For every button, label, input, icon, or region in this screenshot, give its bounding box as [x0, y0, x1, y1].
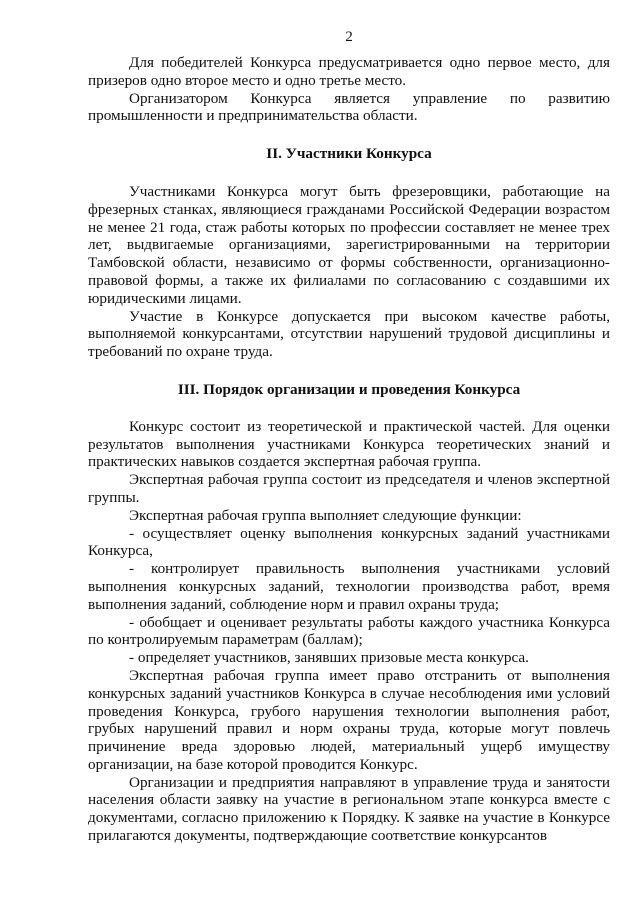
paragraph-expert-group-composition: Экспертная рабочая группа состоит из председателя и членов экспертной группы. [88, 471, 610, 506]
list-item-evaluation: - обобщает и оценивает результаты работы каждого участника Конкурса по контролируемым параметрам (баллам); [88, 613, 610, 649]
paragraph-expert-group-functions: Экспертная рабочая группа выполняет следующие функции: [129, 506, 522, 524]
list-item-control: - контролирует правильность выполнения участниками условий выполнения конкурсных заданий, технологии производства работ, время выполнения заданий, соблюдение норм и правил охраны труда; [88, 560, 610, 613]
page-number: 2 [345, 28, 353, 45]
paragraph-winners: Для победителей Конкурса предусматривается одно первое место, для призеров одно второе место и одно третье место. [88, 54, 610, 89]
section-heading-participants: II. Участники Конкурса [266, 145, 432, 163]
paragraph-contest-structure: Конкурс состоит из теоретической и практической частей. Для оценки результатов выполнения участниками Конкурса теоретических знаний и практических навыков создается экспертная рабочая группа. [88, 417, 610, 471]
paragraph-organizer: Организатором Конкурса является управление по развитию промышленности и предпринимательства области. [88, 89, 610, 125]
paragraph-participants: Участниками Конкурса могут быть фрезеровщики, работающие на фрезерных станках, являющиеся гражданами Российской Федерации возрастом не менее 21 года, стаж работы которых по профессии составляет не менее трех лет, выдвигаемые организациями, зарегистрированными на территории Тамбовской области, независимо от формы собственности, организационно-правовой формы, а также их филиалами по согласованию с создавшими их юридическими лицами. [88, 182, 610, 307]
list-item-assessment: - осуществляет оценку выполнения конкурсных заданий участниками Конкурса, [88, 524, 610, 560]
paragraph-participation-conditions: Участие в Конкурсе допускается при высоком качестве работы, выполняемой конкурсантами, отсутствии нарушений трудовой дисциплины и требований по охране труда. [88, 307, 610, 361]
paragraph-application: Организации и предприятия направляют в управление труда и занятости населения области заявку на участие в региональном этапе конкурса вместе с документами, согласно приложению к Порядку. К заявке на участие в Конкурсе прилагаются документы, подтверждающие соответствие конкурсантов [88, 773, 610, 845]
list-item-winners: - определяет участников, занявших призовые места конкурса. [129, 649, 529, 667]
paragraph-disqualification: Экспертная рабочая группа имеет право отстранить от выполнения конкурсных заданий участников Конкурса в случае несоблюдения ими условий проведения Конкурса, грубого нарушения технологии выполнения работ, грубых нарушений правил и норм охраны труда, которые могут повлечь причинение вреда здоровью людей, материальный ущерб имуществу организации, на базе которой проводится Конкурс. [88, 666, 610, 773]
section-heading-procedure: III. Порядок организации и проведения Конкурса [177, 380, 521, 398]
